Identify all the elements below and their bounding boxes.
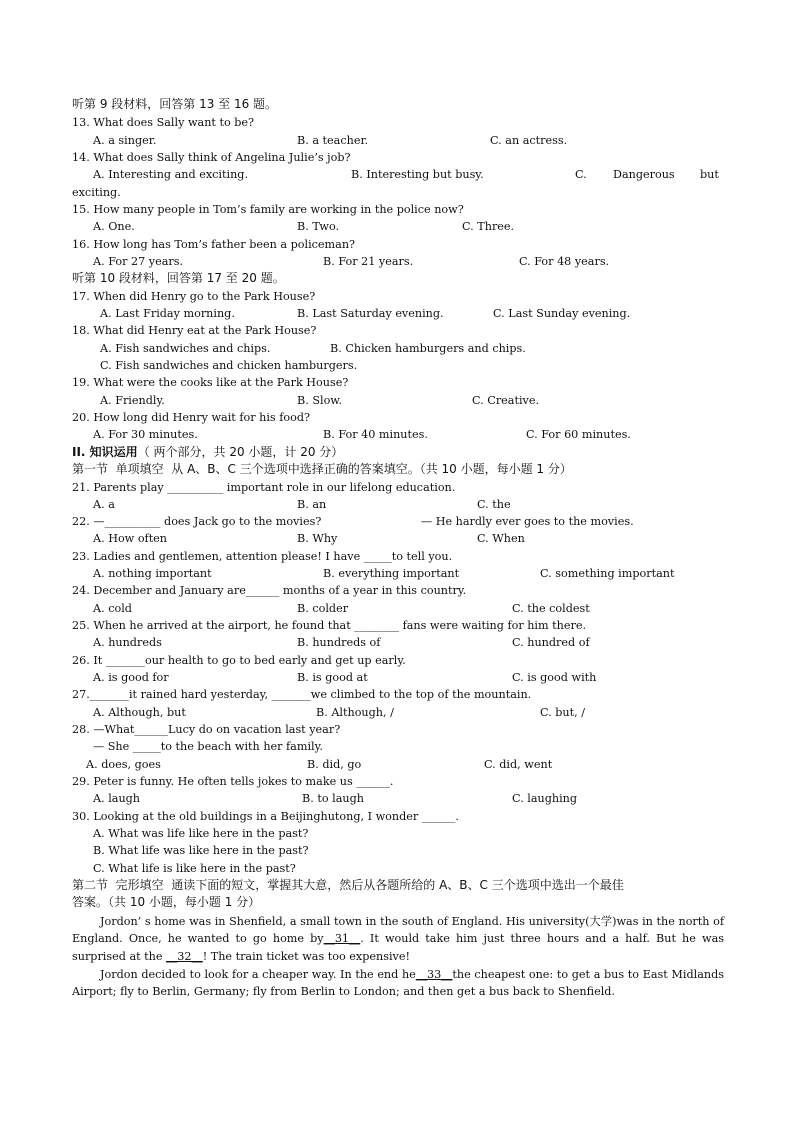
question-30-option-a: A. What was life like here in the past? bbox=[93, 827, 309, 840]
question-21-option-a: A. a bbox=[93, 498, 115, 511]
question-13-option-c: C. an actress. bbox=[490, 134, 568, 147]
question-17-stem: 17. When did Henry go to the Park House? bbox=[72, 290, 316, 303]
question-22-stem: 22. —__________ does Jack go to the movies? bbox=[72, 515, 322, 528]
question-16-option-b: B. For 21 years. bbox=[323, 255, 414, 268]
blank-32: __32__ bbox=[166, 949, 203, 963]
question-13-option-b: B. a teacher. bbox=[297, 134, 369, 147]
question-16-stem: 16. How long has Tom’s father been a policeman? bbox=[72, 238, 356, 251]
question-28-option-a: A. does, goes bbox=[86, 758, 161, 771]
question-26-stem: 26. It _______our health to go to bed early and get up early. bbox=[72, 654, 406, 667]
section-2-heading-line-1: 第二节 完形填空 通读下面的短文，掌握其大意，然后从各题所给的 A、B、C 三个选项中选出一个最佳 bbox=[72, 878, 624, 892]
question-20-stem: 20. How long did Henry wait for his food? bbox=[72, 411, 310, 424]
question-28-option-c: C. did, went bbox=[484, 758, 553, 771]
question-23-option-c: C. something important bbox=[540, 567, 675, 580]
question-23-stem: 23. Ladies and gentlemen, attention please! I have _____to tell you. bbox=[72, 550, 453, 563]
question-20-option-b: B. For 40 minutes. bbox=[323, 428, 428, 441]
blank-31: __31__ bbox=[323, 932, 361, 946]
section-1-heading: 第一节 单项填空 从 A、B、C 三个选项中选择正确的答案填空。（共 10 小题，每小题 1 分） bbox=[72, 462, 572, 476]
question-19-stem: 19. What were the cooks like at the Park House? bbox=[72, 376, 349, 389]
question-15-option-c: C. Three. bbox=[462, 220, 515, 233]
question-24-stem: 24. December and January are______ months of a year in this country. bbox=[72, 584, 467, 597]
question-20-option-c: C. For 60 minutes. bbox=[526, 428, 631, 441]
section-heading-listen-10: 听第 10 段材料，回答第 17 至 20 题。 bbox=[72, 271, 285, 285]
passage-paragraph-1 bbox=[72, 913, 724, 965]
question-29-option-c: C. laughing bbox=[512, 792, 578, 805]
question-22-option-b: B. Why bbox=[297, 532, 338, 545]
passage-p1-part-3: ! The train ticket was too expensive! bbox=[202, 949, 410, 963]
question-26-option-b: B. is good at bbox=[297, 671, 368, 684]
question-28-reply: — She _____to the beach with her family. bbox=[93, 740, 324, 753]
question-21-option-c: C. the bbox=[477, 498, 511, 511]
question-25-option-c: C. hundred of bbox=[512, 636, 590, 649]
section-2-heading-line-2: 答案。（共 10 小题，每小题 1 分） bbox=[72, 895, 261, 909]
question-30-stem: 30. Looking at the old buildings in a Beijinghutong, I wonder ______. bbox=[72, 810, 459, 823]
question-22-option-c: C. When bbox=[477, 532, 525, 545]
passage-p1-part-2: . It would take him just three hours and a half. But he was surprised at the bbox=[72, 932, 724, 963]
question-17-option-c: C. Last Sunday evening. bbox=[493, 307, 631, 320]
question-24-option-c: C. the coldest bbox=[512, 602, 590, 615]
question-27-stem: 27._______it rained hard yesterday, _______we climbed to the top of the mountain. bbox=[72, 688, 532, 701]
question-24-option-a: A. cold bbox=[93, 602, 132, 615]
question-15-stem: 15. How many people in Tom’s family are working in the police now? bbox=[72, 203, 464, 216]
passage-p1-part-1: Jordon’ s home was in Shenfield, a small town in the south of England. His university(大学)was in the north of England. Once, he wanted to go home by bbox=[72, 915, 724, 946]
question-30-option-c: C. What life is like here in the past? bbox=[93, 862, 296, 875]
question-24-option-b: B. colder bbox=[297, 602, 349, 615]
question-29-option-a: A. laugh bbox=[93, 792, 141, 805]
question-14-option-c-continued: exciting. bbox=[72, 186, 121, 199]
question-14-option-c: C. bbox=[575, 168, 587, 181]
question-19-option-c: C. Creative. bbox=[472, 394, 540, 407]
question-16-option-c: C. For 48 years. bbox=[519, 255, 610, 268]
question-23-option-b: B. everything important bbox=[323, 567, 460, 580]
question-14-option-b: B. Interesting but busy. bbox=[351, 168, 484, 181]
question-18-option-a: A. Fish sandwiches and chips. bbox=[100, 342, 271, 355]
question-25-option-b: B. hundreds of bbox=[297, 636, 381, 649]
question-29-stem: 29. Peter is funny. He often tells jokes to make us ______. bbox=[72, 775, 394, 788]
passage-p2-part-2: the cheapest one: to get a bus to East Midlands Airport; fly to Berlin, Germany; fly from Berlin to London; and then get a bus back to Shenfield. bbox=[72, 968, 724, 999]
question-18-option-b: B. Chicken hamburgers and chips. bbox=[330, 342, 526, 355]
passage-paragraph-2 bbox=[72, 966, 724, 1001]
blank-33: __33__ bbox=[415, 968, 453, 981]
question-20-option-a: A. For 30 minutes. bbox=[93, 428, 198, 441]
question-14-stem: 14. What does Sally think of Angelina Julie’s job? bbox=[72, 151, 351, 164]
question-26-option-a: A. is good for bbox=[93, 671, 169, 684]
question-29-option-b: B. to laugh bbox=[302, 792, 364, 805]
question-18-option-c: C. Fish sandwiches and chicken hamburgers. bbox=[100, 359, 358, 372]
question-25-stem: 25. When he arrived at the airport, he found that ________ fans were waiting for him there. bbox=[72, 619, 587, 632]
question-27-option-a: A. Although, but bbox=[93, 706, 186, 719]
passage-p2-part-1: Jordon decided to look for a cheaper way. In the end he bbox=[100, 968, 416, 981]
question-13-option-a: A. a singer. bbox=[93, 134, 157, 147]
question-21-option-b: B. an bbox=[297, 498, 327, 511]
question-16-option-a: A. For 27 years. bbox=[93, 255, 184, 268]
section-heading-listen-9: 听第 9 段材料，回答第 13 至 16 题。 bbox=[72, 97, 278, 111]
question-13-stem: 13. What does Sally want to be? bbox=[72, 116, 255, 129]
part-2-heading bbox=[72, 445, 343, 459]
question-27-option-b: B. Although, / bbox=[316, 706, 394, 719]
question-14-option-c-word2: but bbox=[700, 168, 719, 181]
question-26-option-c: C. is good with bbox=[512, 671, 597, 684]
question-25-option-a: A. hundreds bbox=[93, 636, 162, 649]
question-21-stem: 21. Parents play __________ important role in our lifelong education. bbox=[72, 481, 456, 494]
part-2-number: II. bbox=[72, 445, 90, 459]
part-2-note: （ 两个部分，共 20 小题，计 20 分） bbox=[137, 445, 344, 459]
question-28-stem: 28. —What______Lucy do on vacation last year? bbox=[72, 723, 341, 736]
question-27-option-c: C. but, / bbox=[540, 706, 586, 719]
question-14-option-c-word: Dangerous bbox=[613, 168, 675, 181]
question-18-stem: 18. What did Henry eat at the Park House? bbox=[72, 324, 317, 337]
question-22-reply: — He hardly ever goes to the movies. bbox=[421, 515, 634, 528]
question-19-option-a: A. Friendly. bbox=[100, 394, 165, 407]
question-22-option-a: A. How often bbox=[93, 532, 168, 545]
question-28-option-b: B. did, go bbox=[307, 758, 362, 771]
part-2-title: 知识运用 bbox=[89, 445, 138, 459]
question-30-option-b: B. What life was like here in the past? bbox=[93, 844, 309, 857]
question-15-option-b: B. Two. bbox=[297, 220, 340, 233]
question-17-option-b: B. Last Saturday evening. bbox=[297, 307, 444, 320]
question-15-option-a: A. One. bbox=[93, 220, 135, 233]
question-17-option-a: A. Last Friday morning. bbox=[100, 307, 235, 320]
question-19-option-b: B. Slow. bbox=[297, 394, 343, 407]
question-23-option-a: A. nothing important bbox=[93, 567, 212, 580]
question-14-option-a: A. Interesting and exciting. bbox=[93, 168, 249, 181]
